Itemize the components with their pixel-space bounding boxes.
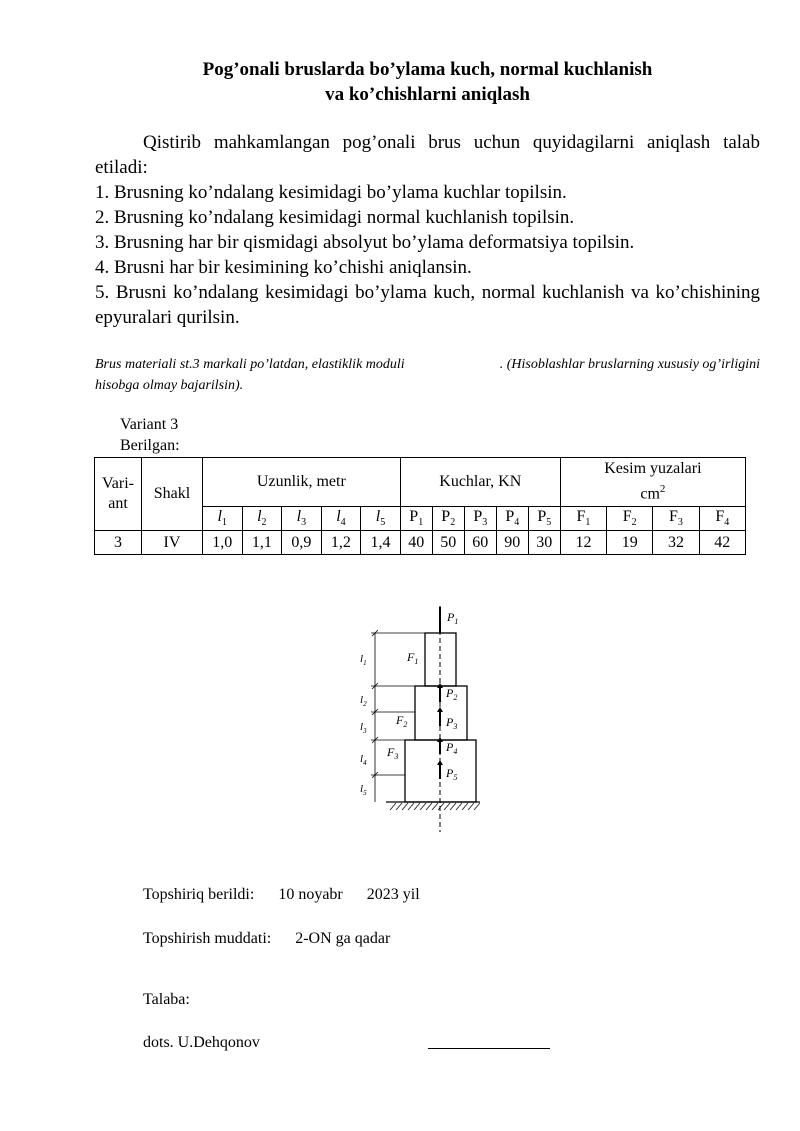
teacher-name: dots. U.Dehqonov [143,1034,260,1051]
given-label: Berilgan: [120,437,180,454]
header-forces: Kuchlar, KN [400,458,560,507]
issued-year: 2023 yil [366,886,420,903]
cell-F1: 12 [560,531,606,555]
issued-line [143,885,420,905]
cell-P1: 40 [400,531,432,555]
header-variant: Vari-ant [95,458,142,531]
issued-date: 10 noyabr [278,886,343,903]
task-item-3: 3. Brusning har bir qismidagi absolyut bo’ylama deformatsiya topilsin. [95,232,635,253]
task-item-1: 1. Brusning ko’ndalang kesimidagi bo’ylama kuchlar topilsin. [95,182,567,203]
page-title [95,57,760,107]
note-part-2: . (Hisoblashlar bruslarning xususiy og’irligini hisobga olmay bajarilsin). [95,357,760,393]
header-areas-sup: 2 [659,483,666,496]
issued-label: Topshiriq berildi: [143,886,255,903]
signature-line [428,1048,550,1049]
label-l2: $l_2$ [360,694,367,708]
deadline-label: Topshirish muddati: [143,930,272,947]
deadline-value: 2-ON ga qadar [295,930,391,947]
cell-l3: 0,9 [282,531,322,555]
header-areas-line1: Kesim yuzalari [604,460,702,478]
sub-P1: $P_1$ [400,507,432,531]
title-line-2: va ko’chishlarni aniqlash [325,84,530,105]
cell-P3: 60 [464,531,496,555]
sub-l1: $l_1$ [203,507,243,531]
arrowhead-p5 [437,760,443,765]
deadline-line [143,929,390,949]
sub-l2: $l_2$ [242,507,282,531]
label-p2: $P_2$ [446,686,458,702]
cell-variant: 3 [95,531,142,555]
intro-paragraph: Qistirib mahkamlangan pog’onali brus uchun quyidagilarni aniqlash talab etiladi: [95,132,760,178]
sub-F2: $F_2$ [607,507,653,531]
cell-P2: 50 [432,531,464,555]
sub-P2: $P_2$ [432,507,464,531]
cell-F4: 42 [699,531,745,555]
table-header-row [95,458,746,507]
note-part-1: Brus materiali st.3 markali po’latdan, elastiklik moduli [95,357,405,372]
task-item-2: 2. Brusning ko’ndalang kesimidagi normal kuchlanish topilsin. [95,207,575,228]
data-table [94,457,746,555]
student-label: Talaba: [143,991,190,1008]
header-shape: Shakl [142,458,203,531]
title-line-1: Pog’onali bruslarda bo’ylama kuch, normal kuchlanish [202,59,653,80]
sub-l4: $l_4$ [321,507,361,531]
header-length: Uzunlik, metr [203,458,401,507]
variant-label: Variant 3 [120,416,179,433]
cell-P5: 30 [528,531,560,555]
sub-F1: $F_1$ [560,507,606,531]
header-areas [560,458,745,507]
cell-l4: 1,2 [321,531,361,555]
cell-l5: 1,4 [361,531,401,555]
task-item-5: 5. Brusni ko’ndalang kesimidagi bo’ylama kuch, normal kuchlanish va ko’chishining epyuralari qurilsin. [95,282,760,328]
label-l4: $l_4$ [360,753,367,767]
material-note [95,354,760,396]
cell-l1: 1,0 [203,531,243,555]
variant-block [120,414,180,456]
label-l5: $l_5$ [360,783,367,797]
label-l3: $l_3$ [360,721,367,735]
sub-l3: $l_3$ [282,507,322,531]
cell-P4: 90 [496,531,528,555]
label-p1: $P_1$ [447,610,459,626]
label-p5: $P_5$ [446,766,458,782]
cell-F2: 19 [607,531,653,555]
table-row [95,531,746,555]
cell-shape: IV [142,531,203,555]
label-f2: $F_2$ [396,713,408,729]
cell-l2: 1,1 [242,531,282,555]
ground-hatching [390,803,480,810]
label-p3: $P_3$ [446,715,458,731]
task-item-4: 4. Brusni har bir kesimining ko’chishi aniqlansin. [95,257,472,278]
sub-F3: $F_3$ [653,507,699,531]
label-f1: $F_1$ [407,650,419,666]
cell-F3: 32 [653,531,699,555]
sub-P5: $P_5$ [528,507,560,531]
sub-l5: $l_5$ [361,507,401,531]
stepped-bar-diagram [350,604,480,834]
arrowhead-p3 [437,707,443,712]
sub-F4: $F_4$ [699,507,745,531]
label-p4: $P_4$ [446,740,458,756]
label-l1: $l_1$ [360,653,367,667]
header-areas-unit: cm [640,485,660,503]
sub-P3: $P_3$ [464,507,496,531]
label-f3: $F_3$ [387,745,399,761]
task-description [95,130,760,330]
sub-P4: $P_4$ [496,507,528,531]
